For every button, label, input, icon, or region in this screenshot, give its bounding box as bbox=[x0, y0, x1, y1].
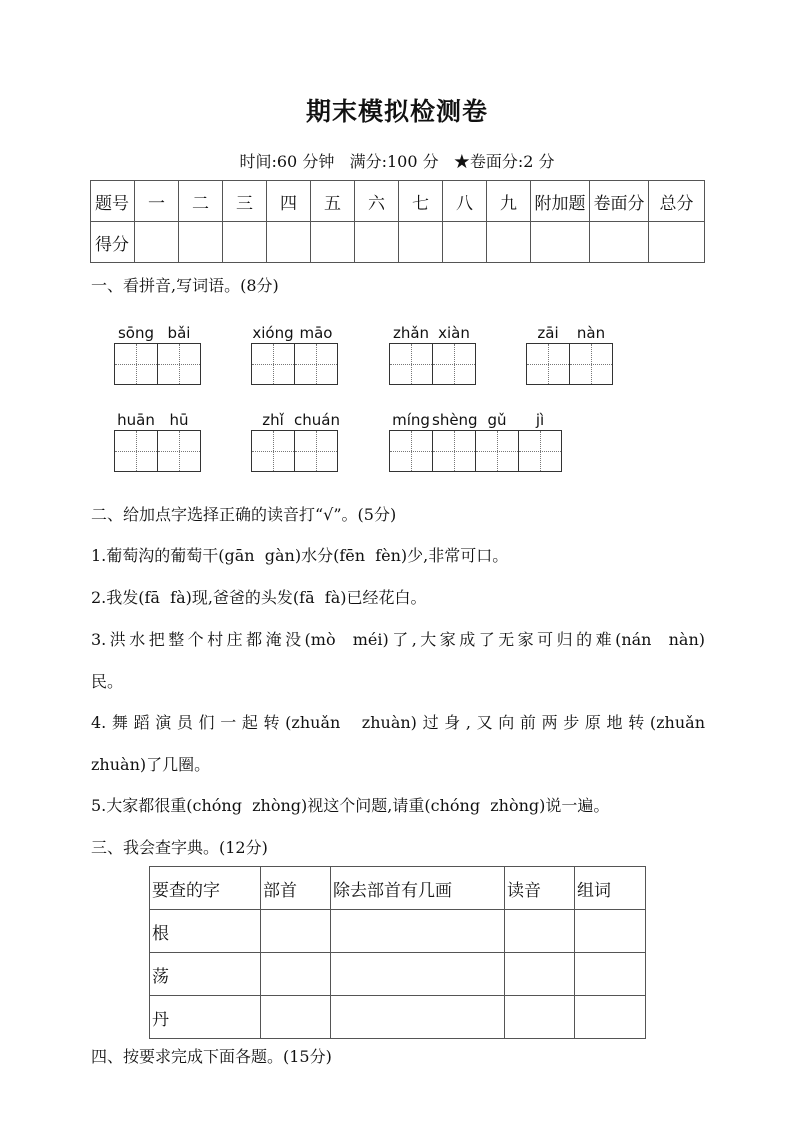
dictionary-row bbox=[150, 910, 646, 953]
pinyin-label: xióng bbox=[252, 324, 294, 342]
dictionary-col: 要查的字 bbox=[150, 867, 261, 910]
dictionary-row bbox=[150, 996, 646, 1039]
writing-box[interactable] bbox=[294, 343, 338, 385]
score-col: 九 bbox=[487, 181, 531, 222]
score-table bbox=[90, 180, 705, 263]
dictionary-cell[interactable] bbox=[331, 996, 505, 1039]
score-cell[interactable] bbox=[179, 222, 223, 263]
dictionary-char: 根 bbox=[150, 910, 261, 953]
score-cell[interactable] bbox=[531, 222, 590, 263]
score-col: 七 bbox=[399, 181, 443, 222]
question-line: 5.大家都很重(chóng zhòng)视这个问题,请重(chóng zhòng)说一遍。 bbox=[91, 796, 610, 815]
dictionary-cell[interactable] bbox=[261, 953, 331, 996]
writing-box[interactable] bbox=[432, 430, 476, 472]
dictionary-cell[interactable] bbox=[331, 953, 505, 996]
dictionary-cell[interactable] bbox=[505, 953, 575, 996]
writing-box[interactable] bbox=[389, 430, 433, 472]
pinyin-label: huān bbox=[117, 411, 155, 429]
writing-box[interactable] bbox=[251, 343, 295, 385]
writing-box[interactable] bbox=[518, 430, 562, 472]
score-cell[interactable] bbox=[267, 222, 311, 263]
writing-box[interactable] bbox=[114, 343, 158, 385]
dictionary-cell[interactable] bbox=[261, 996, 331, 1039]
pinyin-label: zhǎn bbox=[392, 324, 430, 342]
pinyin-label: nàn bbox=[576, 324, 606, 342]
dictionary-cell[interactable] bbox=[575, 953, 646, 996]
score-col: 四 bbox=[267, 181, 311, 222]
dictionary-cell[interactable] bbox=[505, 910, 575, 953]
score-cell[interactable] bbox=[649, 222, 705, 263]
dictionary-cell[interactable] bbox=[261, 910, 331, 953]
score-col: 总分 bbox=[649, 181, 705, 222]
dictionary-row bbox=[150, 953, 646, 996]
question-line: 1.葡萄沟的葡萄干(gān gàn)水分(fēn fèn)少,非常可口。 bbox=[91, 546, 509, 565]
section3-heading: 三、我会查字典。(12分) bbox=[91, 838, 268, 857]
exam-meta: 时间:60 分钟 满分:100 分 ★卷面分:2 分 bbox=[239, 152, 555, 171]
pinyin-label: míng bbox=[392, 411, 430, 429]
score-value-row bbox=[91, 222, 705, 263]
writing-box[interactable] bbox=[389, 343, 433, 385]
dictionary-header-row bbox=[150, 867, 646, 910]
pinyin-label: jì bbox=[535, 411, 545, 429]
writing-box[interactable] bbox=[432, 343, 476, 385]
section2-heading: 二、给加点字选择正确的读音打“√”。(5分) bbox=[91, 505, 397, 524]
question-line: 3.洪水把整个村庄都淹没(mò méi)了,大家成了无家可归的难(nán nàn) bbox=[91, 630, 705, 649]
pinyin-label: xiàn bbox=[438, 324, 470, 342]
score-col: 附加题 bbox=[531, 181, 590, 222]
dictionary-char: 荡 bbox=[150, 953, 261, 996]
score-cell[interactable] bbox=[487, 222, 531, 263]
score-col: 三 bbox=[223, 181, 267, 222]
question-line: zhuàn)了几圈。 bbox=[91, 755, 211, 774]
writing-box[interactable] bbox=[526, 343, 570, 385]
dictionary-col: 除去部首有几画 bbox=[331, 867, 505, 910]
section1-heading: 一、看拼音,写词语。(8分) bbox=[91, 276, 279, 295]
score-cell[interactable] bbox=[311, 222, 355, 263]
pinyin-label: māo bbox=[299, 324, 333, 342]
dictionary-cell[interactable] bbox=[575, 996, 646, 1039]
score-cell[interactable] bbox=[355, 222, 399, 263]
writing-box[interactable] bbox=[475, 430, 519, 472]
score-cell[interactable] bbox=[443, 222, 487, 263]
score-cell[interactable] bbox=[223, 222, 267, 263]
writing-box[interactable] bbox=[294, 430, 338, 472]
section4-heading: 四、按要求完成下面各题。(15分) bbox=[91, 1047, 332, 1066]
dictionary-cell[interactable] bbox=[331, 910, 505, 953]
dictionary-char: 丹 bbox=[150, 996, 261, 1039]
writing-box[interactable] bbox=[569, 343, 613, 385]
page-title: 期末模拟检测卷 bbox=[305, 97, 488, 126]
score-cell[interactable] bbox=[135, 222, 179, 263]
dictionary-cell[interactable] bbox=[575, 910, 646, 953]
question-line: 2.我发(fā fà)现,爸爸的头发(fā fà)已经花白。 bbox=[91, 588, 427, 607]
pinyin-label: chuán bbox=[294, 411, 340, 429]
writing-box[interactable] bbox=[114, 430, 158, 472]
pinyin-label: bǎi bbox=[167, 324, 191, 342]
score-cell[interactable] bbox=[590, 222, 649, 263]
dictionary-cell[interactable] bbox=[505, 996, 575, 1039]
writing-box[interactable] bbox=[157, 430, 201, 472]
score-row-label: 得分 bbox=[91, 222, 135, 263]
score-col: 六 bbox=[355, 181, 399, 222]
pinyin-label: shèng bbox=[432, 411, 478, 429]
dictionary-col: 读音 bbox=[505, 867, 575, 910]
pinyin-label: hū bbox=[169, 411, 189, 429]
question-line: 4.舞蹈演员们一起转(zhuǎn zhuàn)过身,又向前两步原地转(zhuǎn bbox=[91, 713, 705, 732]
score-col: 卷面分 bbox=[590, 181, 649, 222]
score-col: 八 bbox=[443, 181, 487, 222]
pinyin-label: zhǐ bbox=[262, 411, 284, 429]
score-header-row bbox=[91, 181, 705, 222]
writing-box[interactable] bbox=[251, 430, 295, 472]
pinyin-label: gǔ bbox=[487, 411, 507, 429]
score-col: 一 bbox=[135, 181, 179, 222]
score-header-label: 题号 bbox=[91, 181, 135, 222]
dictionary-col: 部首 bbox=[261, 867, 331, 910]
score-col: 五 bbox=[311, 181, 355, 222]
score-col: 二 bbox=[179, 181, 223, 222]
score-cell[interactable] bbox=[399, 222, 443, 263]
dictionary-col: 组词 bbox=[575, 867, 646, 910]
pinyin-label: zāi bbox=[537, 324, 559, 342]
writing-box[interactable] bbox=[157, 343, 201, 385]
question-line: 民。 bbox=[91, 672, 124, 691]
pinyin-label: sōng bbox=[117, 324, 155, 342]
dictionary-table bbox=[149, 866, 646, 1039]
